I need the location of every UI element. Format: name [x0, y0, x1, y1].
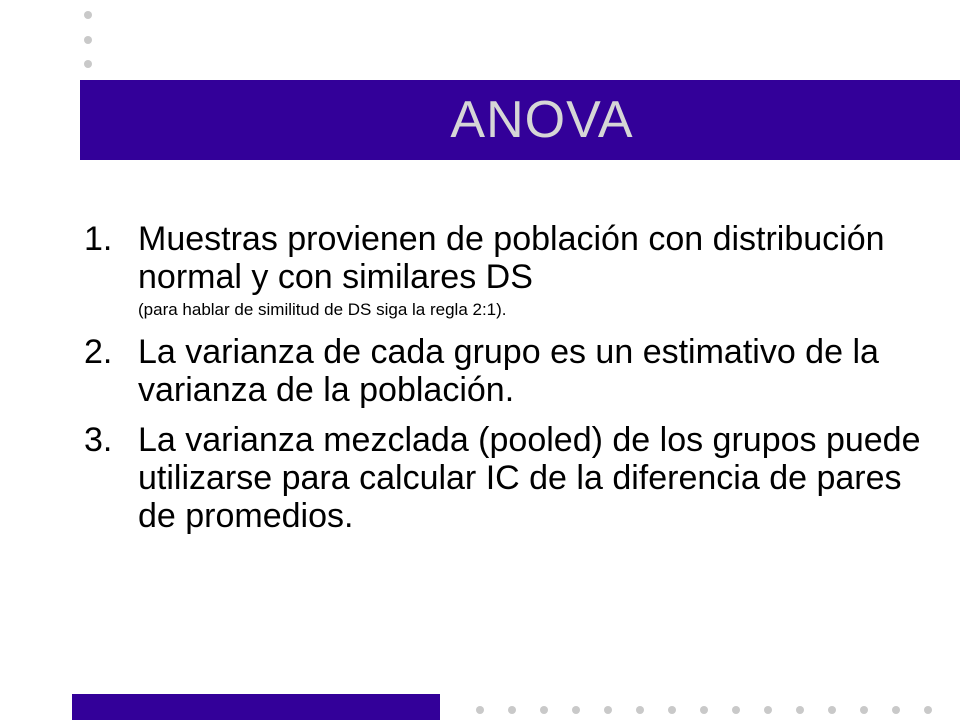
list-item [84, 421, 944, 535]
list-item [84, 220, 944, 321]
decorative-dot [924, 706, 932, 714]
list-item-body [138, 333, 944, 409]
list-item-body [138, 421, 944, 535]
decorative-dot [636, 706, 644, 714]
decorative-dot [764, 706, 772, 714]
decorative-dot [796, 706, 804, 714]
decorative-dot [860, 706, 868, 714]
list-item-body [138, 220, 944, 321]
list-item-number: 1. [84, 220, 113, 258]
decorative-dot [540, 706, 548, 714]
decorative-dot [572, 706, 580, 714]
decorative-dot [84, 36, 92, 44]
list-item-text: Muestras provienen de población con distribución normal y con similares DS [138, 220, 885, 296]
list-item-text: La varianza de cada grupo es un estimativo de la varianza de la población. [138, 333, 879, 409]
slide-title: ANOVA [450, 91, 634, 149]
decorative-dot [700, 706, 708, 714]
decorative-dot [668, 706, 676, 714]
decorative-dot [508, 706, 516, 714]
list-item-note: (para hablar de similitud de DS siga la regla 2:1). [138, 300, 507, 319]
decorative-dot [604, 706, 612, 714]
decorative-dot [476, 706, 484, 714]
list-item-number: 2. [84, 333, 113, 371]
numbered-list [84, 220, 944, 547]
decorative-dot [892, 706, 900, 714]
decorative-dot [84, 60, 92, 68]
decorative-dot [84, 11, 92, 19]
decorative-dot [732, 706, 740, 714]
title-bar [80, 80, 960, 160]
list-item-text: La varianza mezclada (pooled) de los grupos puede utilizarse para calcular IC de la diferencia de pares de promedios. [138, 421, 921, 535]
list-item-number: 3. [84, 421, 113, 459]
decorative-dot [828, 706, 836, 714]
bottom-accent-bar [72, 694, 440, 720]
list-item [84, 333, 944, 409]
